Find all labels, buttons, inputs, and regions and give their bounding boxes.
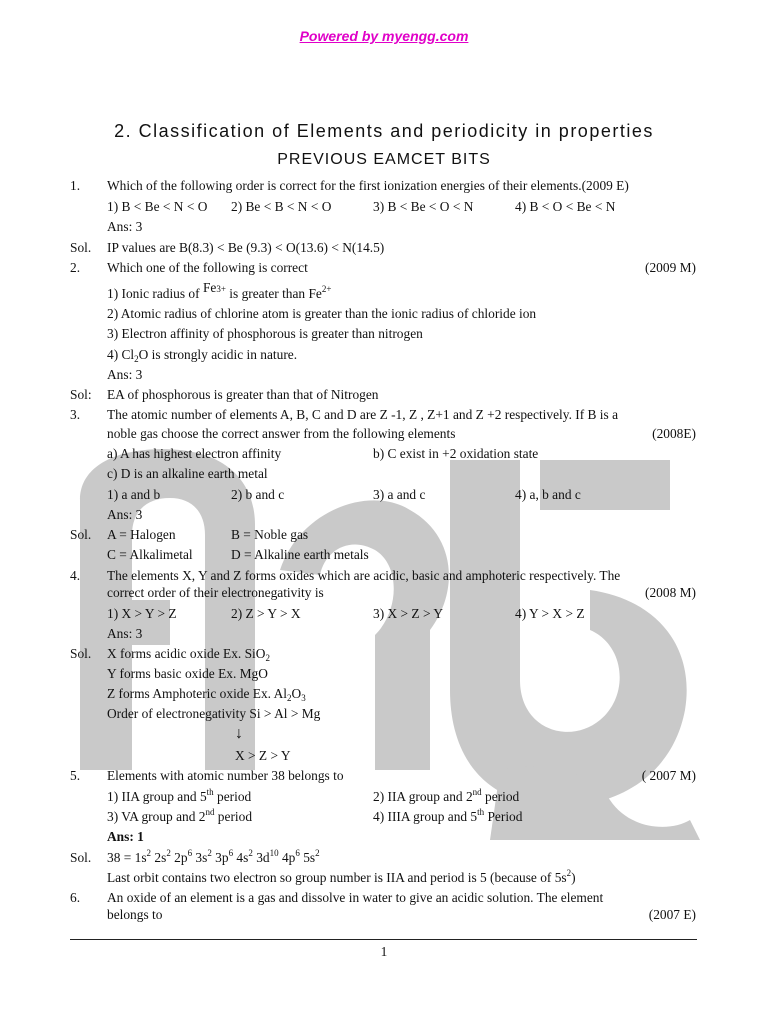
q4-text-line-2: correct order of their electronegativity is: [107, 585, 324, 600]
powered-by-link[interactable]: Powered by myengg.com: [299, 28, 469, 44]
q4-solution-3: Z forms Amphoteric oxide Ex. $Al_2O_3$: [107, 686, 306, 703]
q1-option-2: 2) Be < B < N < O: [231, 199, 332, 214]
q5-number: 5.: [70, 768, 81, 783]
q4-tag: (2008 M): [645, 585, 696, 600]
q3-answer: Ans: 3: [107, 507, 143, 522]
page-number: 1: [380, 944, 388, 959]
q4-text-line-1: The elements X, Y and Z forms oxides which are acidic, basic and amphoteric respectively. The: [107, 568, 621, 583]
q5-option-4: 4) IIIA group and 5th Period: [373, 807, 523, 824]
q2-number: 2.: [70, 260, 81, 275]
footer-divider: [70, 939, 697, 940]
q5-text: Elements with atomic number 38 belongs to: [107, 768, 344, 783]
q3-option-1: 1) a and b: [107, 487, 161, 502]
q3-solution-d: D = Alkaline earth metals: [231, 547, 369, 562]
q3-option-4: 4) a, b and c: [515, 487, 581, 502]
q5-electron-configuration: $38 = 1s^2$ $2s^2$ $2p^6$ $3s^2$ $3p^6$ $4s^2$ $3d^{10}$ $4p^6$ $5s^2$: [107, 848, 320, 865]
q5-answer: Ans: 1: [107, 829, 144, 844]
q3-text-line-2: noble gas choose the correct answer from the following elements: [107, 426, 456, 441]
q2-option-2: 2) Atomic radius of chlorine atom is greater than the ionic radius of chloride ion: [107, 306, 537, 321]
q1-option-1: 1) B < Be < N < O: [107, 199, 208, 214]
q3-sol-label: Sol.: [70, 527, 92, 542]
q1-text: Which of the following order is correct for the first ionization energies of their elements.(2009 E): [107, 178, 629, 193]
q4-option-1: 1) X > Y > Z: [107, 606, 177, 621]
page-subtitle: PREVIOUS EAMCET BITS: [277, 151, 491, 168]
q3-solution-c: C = Alkalimetal: [107, 547, 193, 562]
q6-text-line-1: An oxide of an element is a gas and dissolve in water to give an acidic solution. The element: [107, 890, 604, 905]
q4-option-3: 3) X > Z > Y: [373, 606, 444, 621]
q4-solution-1: X forms acidic oxide Ex. SiO$_2$: [107, 646, 270, 663]
page-title: 2. Classification of Elements and periodicity in properties: [114, 121, 654, 141]
q2-sol-label: Sol:: [70, 387, 92, 402]
q5-option-1: 1) IIA group and 5th period: [107, 787, 252, 804]
q4-solution-4: Order of electronegativity Si > Al > Mg: [107, 706, 321, 721]
q2-tag: (2009 M): [645, 260, 696, 275]
q4-answer: Ans: 3: [107, 626, 143, 641]
q3-option-2: 2) b and c: [231, 487, 285, 502]
q5-option-3: 3) VA group and 2nd period: [107, 807, 253, 824]
q5-sol-label: Sol.: [70, 850, 92, 865]
q6-text-line-2: belongs to: [107, 907, 163, 922]
q2-option-4: 4) $Cl_2O$ is strongly acidic in nature.: [107, 347, 298, 364]
q2-answer: Ans: 3: [107, 367, 143, 382]
q5-solution-2: Last orbit contains two electron so group number is IIA and period is 5 (because of $5s^2$): [107, 868, 576, 885]
q1-option-4: 4) B < O < Be < N: [515, 199, 616, 214]
q3-option-3: 3) a and c: [373, 487, 426, 502]
q1-sol-label: Sol.: [70, 240, 92, 255]
q3-text-line-1: The atomic number of elements A, B, C and D are Z -1, Z , Z+1 and Z +2 respectively. If B is a: [107, 407, 619, 422]
q4-option-2: 2) Z > Y > X: [231, 606, 301, 621]
q3-statement-a: a) A has highest electron affinity: [107, 446, 282, 461]
q1-number: 1.: [70, 178, 81, 193]
q2-solution: EA of phosphorous is greater than that of Nitrogen: [107, 387, 379, 402]
q4-solution-5: X > Z > Y: [235, 748, 291, 763]
q4-solution-2: Y forms basic oxide Ex. MgO: [107, 666, 268, 681]
q4-sol-label: Sol.: [70, 646, 92, 661]
q2-text: Which one of the following is correct: [107, 260, 308, 275]
q6-number: 6.: [70, 890, 81, 905]
q6-tag: (2007 E): [648, 907, 696, 922]
q3-solution-a: A = Halogen: [107, 527, 176, 542]
down-arrow-icon: ↓: [235, 725, 243, 742]
q5-tag: ( 2007 M): [641, 768, 696, 783]
q5-option-2: 2) IIA group and 2nd period: [373, 787, 520, 804]
q4-option-4: 4) Y > X > Z: [515, 606, 585, 621]
q3-solution-b: B = Noble gas: [231, 527, 309, 542]
q2-option-1: 1) Ionic radius of $Fe^{3+}$ is greater than $Fe^{2+}$: [107, 280, 332, 301]
q4-number: 4.: [70, 568, 81, 583]
q1-option-3: 3) B < Be < O < N: [373, 199, 474, 214]
q3-statement-b: b) C exist in +2 oxidation state: [373, 446, 539, 461]
q1-answer: Ans: 3: [107, 219, 143, 234]
q2-option-3: 3) Electron affinity of phosphorous is greater than nitrogen: [107, 326, 423, 341]
q1-solution: IP values are B(8.3) < Be (9.3) < O(13.6) < N(14.5): [107, 240, 385, 255]
q3-statement-c: c) D is an alkaline earth metal: [107, 466, 268, 481]
q3-tag: (2008E): [652, 426, 696, 441]
q3-number: 3.: [70, 407, 81, 422]
